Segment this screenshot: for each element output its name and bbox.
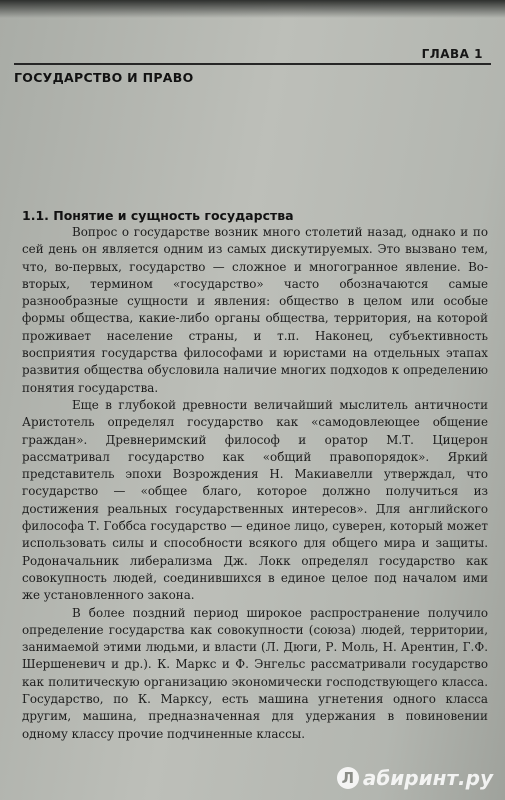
watermark-text: абиринт.ру bbox=[362, 766, 493, 790]
watermark bbox=[337, 766, 493, 790]
labirint-logo-icon: Л bbox=[337, 767, 359, 789]
chapter-label: ГЛАВА 1 bbox=[421, 47, 483, 61]
page-top-shadow bbox=[0, 0, 505, 18]
paragraph-1: Вопрос о государстве возник много столетий назад, однако и по сей день он является одним из самых дискутируемых. Это вызвано тем, что, во-первых, государство — сложное и многогранное явление. Во-вторых, термином «государство» часто обозначаются самые разнообразные сущности и явления: общество в целом или особые формы общества, какие-либо органы общества, территория, на которой проживает население страны, и т.п. Наконец, субъективность восприятия государства философами и юристами на отдельных этапах развития общества обусловила наличие многих подходов к определению понятия государства. bbox=[22, 225, 488, 395]
chapter-rule bbox=[14, 63, 491, 65]
subsection-title: 1.1. Понятие и сущность государства bbox=[22, 208, 294, 223]
body-text bbox=[22, 224, 488, 743]
paragraph-2: Еще в глубокой древности величайший мыслитель античности Аристотель определял государство как «самодовлеющее общение граждан». Древнеримский философ и оратор М.Т. Цицерон рассматривал государство как «общий правопорядок». Яркий представитель эпохи Возрождения Н. Макиавелли утверждал, что государство — «общее благо, которое должно получиться из достижения реальных государственных интересов». Для английского философа Т. Гоббса государство — единое лицо, суверен, который может использовать силы и способности всякого для общего мира и защиты. Родоначальник либерализма Дж. Локк определял государство как совокупность людей, соединившихся в единое целое под началом ими же установленного закона. bbox=[22, 397, 488, 603]
paragraph-3: В более поздний период широкое распространение получило определение государства как совокупности (союза) людей, территории, занимаемой этими людьми, и власти (Л. Дюги, Р. Моль, Н. Арентин, Г.Ф. Шершеневич и др.). К. Маркс и Ф. Энгельс рассматривали государство как политическую организацию экономически господствующего класса. Государство, по К. Марксу, есть машина угнетения одного класса другим, машина, предназначенная для удержания в повиновении одному классу прочие подчиненные классы. bbox=[22, 605, 488, 741]
section-title: ГОСУДАРСТВО И ПРАВО bbox=[14, 70, 194, 85]
